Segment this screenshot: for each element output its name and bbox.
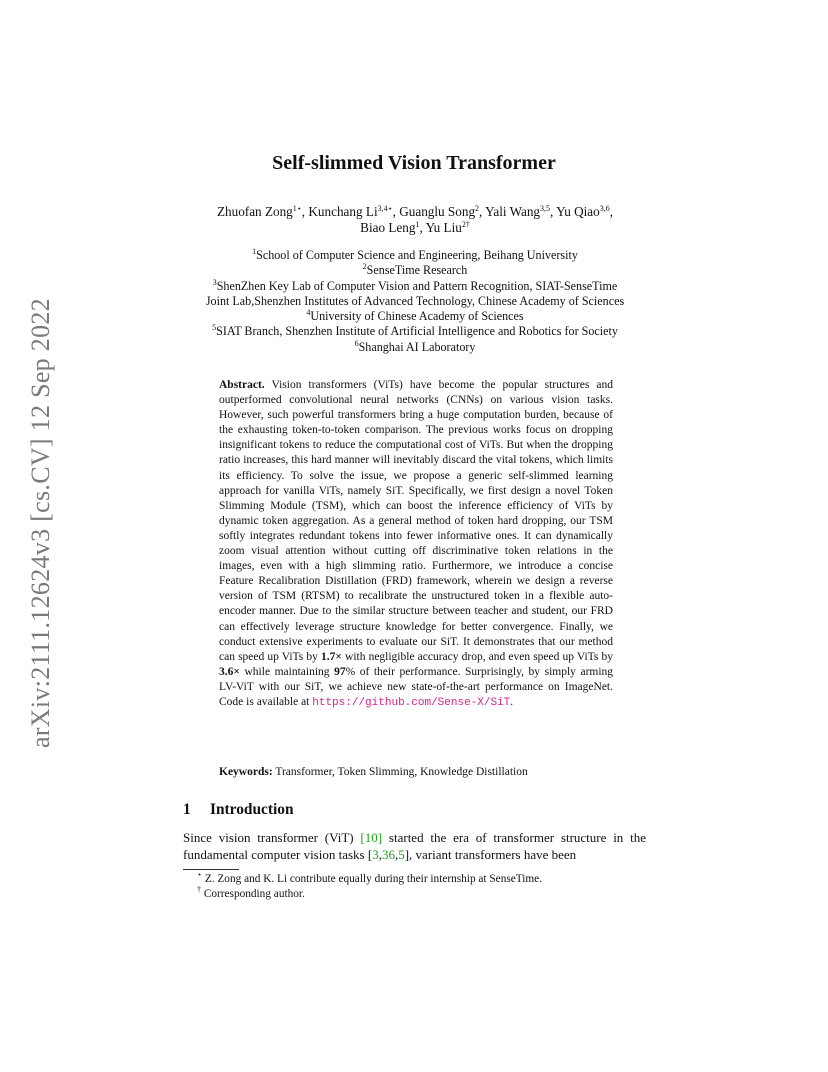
author: Yu Qiao$^{3,6}$, bbox=[556, 204, 614, 219]
abstract-label: Abstract. bbox=[219, 379, 265, 391]
citation-link[interactable]: 3 bbox=[372, 847, 379, 862]
citation-link[interactable]: [10] bbox=[360, 830, 383, 845]
affiliation: $^5$SIAT Branch, Shenzhen Institute of Artificial Intelligence and Robotics for Society bbox=[212, 323, 618, 339]
affiliation: $^3$ShenZhen Key Lab of Computer Vision and Pattern Recognition, SIAT-SenseTime bbox=[212, 277, 618, 293]
abstract-text: % of their performance. Surprisingly, by simply arming LV-ViT with our SiT, we achieve new state-of-the-art performance on ImageNet. Code is available at bbox=[219, 665, 614, 708]
abstract-text: while maintaining bbox=[244, 665, 330, 678]
footnote: ⋆ Z. Zong and K. Li contribute equally during their internship at SenseTime. bbox=[197, 870, 543, 885]
abstract: Abstract. Vision transformers (ViTs) have become the popular structures and outperformed convolutional neural networks (CNNs) on various vision tasks. However, such powerful transformers bring a huge computation burden, because of the exhausting token-to-token comparison. The previous works focus on dropping insignificant tokens to reduce the computational cost of ViTs. But when the dropping ratio increases, this hard manner will inevitably discard the vital tokens, which limits its efficiency. To solve the issue, we propose a generic self-slimmed learning approach for vanilla ViTs, namely SiT. Specifically, we first design a novel Token Slimming Module (TSM), which can boost the inference efficiency of ViTs by dynamic token aggregation. As a general method of token hard dropping, our TSM softly integrates redundant tokens into fewer informative ones. It can dynamically zoom visual attention without cutting off discriminative token relations in the images, even with a high slimming ratio. Furthermore, we introduce a concise Feature Recalibration Distillation (FRD) framework, wherein we design a reverse version of TSM (RTSM) to recalibrate the unstructured token in a flexible auto-encoder manner. Due to the similar structure between teacher and student, our FRD can effectively leverage structure knowledge for better convergence. Finally, we conduct extensive experiments to evaluate our SiT. It demonstrates that our method can speed up ViTs by 1.7× with negligible accuracy drop, and even speed up ViTs by 3.6× while maintaining 97% of their performance. Surprisingly, by simply arming LV-ViT with our SiT, we achieve new state-of-the-art performance on ImageNet. Code is available at https://github.com/Sense-X/SiT. bbox=[219, 379, 614, 709]
citation-link[interactable]: 36 bbox=[381, 847, 395, 862]
affiliation: Joint Lab,Shenzhen Institutes of Advanced Technology, Chinese Academy of Sciences bbox=[205, 293, 625, 308]
abstract-text: Vision transformers (ViTs) have become the popular structures and outperformed convolutional neural networks (CNNs) on various vision tasks. However, such powerful transformers bring a huge computation burden, because of the exhausting token-to-token comparison. The previous works focus on dropping insignificant tokens to reduce the computational cost of ViTs. But when the dropping ratio increases, this hard manner will inevitably discard the vital tokens, which limits its efficiency. To solve the issue, we propose a generic self-slimmed learning approach for vanilla ViTs, namely SiT. Specifically, we first design a novel Token Slimming Module (TSM), which can boost the inference efficiency of ViTs by dynamic token aggregation. As a general method of token hard dropping, our TSM softly integrates redundant tokens into fewer informative ones. It can dynamically zoom visual attention without cutting off discriminative token relations in the images, even with a high slimming ratio. Furthermore, we introduce a concise Feature Recalibration Distillation (FRD) framework, wherein we design a reverse version of TSM (RTSM) to recalibrate the unstructured token in a flexible auto-encoder manner. Due to the similar structure between teacher and student, our FRD can effectively leverage structure knowledge for better convergence. Finally, we conduct extensive experiments to evaluate our SiT. It demonstrates that our method can speed up ViTs by bbox=[219, 379, 613, 663]
author: Kunchang $Li^{3,4⋆}$, bbox=[308, 204, 400, 219]
keywords bbox=[219, 765, 613, 780]
author: Yu Liu$^{2\dagger}$ bbox=[425, 220, 470, 235]
intro-paragraph: Since vision transformer (ViT) [10] started the era of transformer structure in the fundamental computer vision tasks [3,36,5], variant transformers have been bbox=[183, 830, 647, 862]
citation-link[interactable]: 5 bbox=[398, 847, 405, 862]
keywords-text: Transformer, Token Slimming, Knowledge Distillation bbox=[275, 766, 528, 778]
code-link[interactable]: https://github.com/Sense-X/SiT bbox=[312, 696, 511, 709]
author: Yali Wang$^{3,5}$, bbox=[485, 204, 557, 219]
footnote-rule bbox=[183, 869, 239, 870]
abstract-text: with negligible accuracy drop, and even speed up ViTs by bbox=[345, 650, 613, 663]
arxiv-identifier-text: arXiv:2111.12624v3 [cs.CV] 12 Sep 2022 bbox=[26, 298, 55, 748]
author-list bbox=[180, 204, 650, 236]
paper-title: Self-slimmed Vision Transformer bbox=[272, 152, 556, 174]
author: Guanglu Song$^2$, bbox=[399, 204, 486, 219]
footnotes bbox=[183, 872, 653, 901]
affiliation: $^1$School of Computer Science and Engineering, Beihang University bbox=[252, 247, 578, 262]
section-heading bbox=[183, 801, 643, 819]
keywords-label: Keywords: bbox=[219, 766, 273, 778]
speedup-value: 3.6× bbox=[219, 665, 240, 678]
section-title: Introduction bbox=[210, 801, 294, 818]
affiliation-list bbox=[150, 248, 680, 355]
arxiv-identifier bbox=[23, 283, 59, 763]
speedup-value: 1.7× bbox=[320, 650, 342, 663]
affiliation: $^6$Shanghai AI Laboratory bbox=[354, 338, 476, 354]
author: Zhuofan Zong$^{1⋆}$, bbox=[216, 204, 309, 219]
section-number: 1 bbox=[183, 801, 191, 818]
footnote: † Corresponding author. bbox=[197, 884, 305, 900]
affiliation: $^4$University of Chinese Academy of Sciences bbox=[306, 308, 524, 324]
affiliation: $^2$SenseTime Research bbox=[362, 262, 468, 278]
performance-value: 97 bbox=[334, 665, 346, 678]
author: Biao Leng$^1$, bbox=[360, 220, 426, 235]
